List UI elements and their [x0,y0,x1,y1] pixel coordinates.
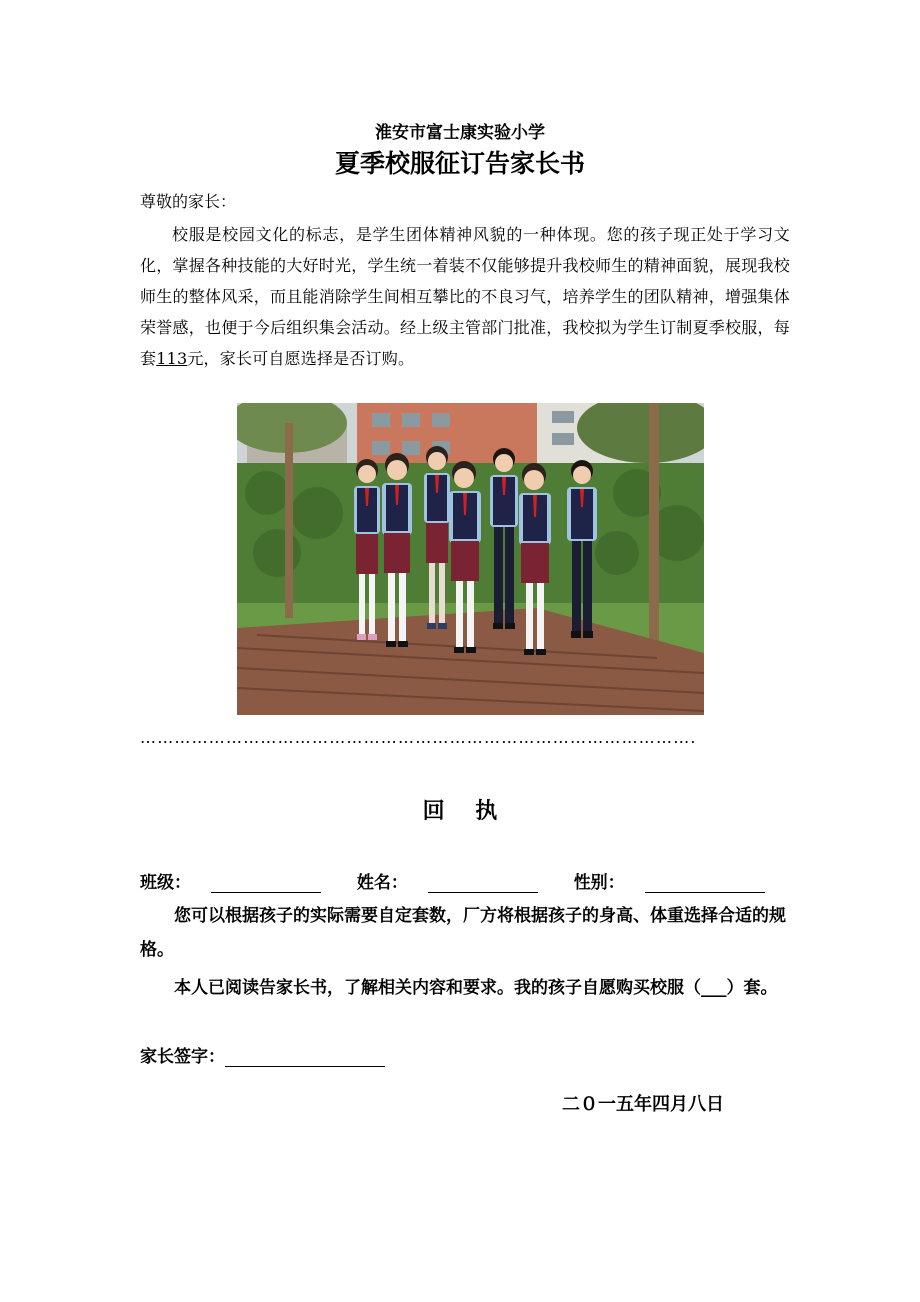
school-name: 淮安市富士康实验小学 [375,123,545,143]
price-value: 113 [156,349,188,368]
letter-body [140,219,790,374]
signature-field[interactable] [225,1048,385,1067]
purchase-confirm: 本人已阅读告家长书，了解相关内容和要求。我的孩子自愿购买校服（___）套。 [174,978,778,998]
receipt-fields [140,868,765,893]
greeting: 尊敬的家长： [140,192,237,211]
gender-label: 性别： [573,873,625,893]
name-field[interactable] [428,874,538,893]
body-text-end: 元，家长可自愿选择是否订购。 [187,349,415,368]
cut-line: ……………………………………………………………………………………. [140,728,697,747]
gender-field[interactable] [645,874,765,893]
students-uniform-photo [237,403,704,715]
receipt-title: 回 执 [422,798,498,824]
letter-title: 夏季校服征订告家长书 [334,149,585,178]
signature-row [140,1042,385,1067]
letter-date: 二０一五年四月八日 [562,1094,724,1115]
size-note: 您可以根据孩子的实际需要自定套数，厂方将根据孩子的身高、体重选择合适的规格。 [140,906,786,960]
receipt-text [140,899,788,1005]
class-label: 班级： [140,873,191,893]
name-label: 姓名： [356,873,408,893]
body-text: 校服是校园文化的标志，是学生团体精神风貌的一种体现。您的孩子现正处于学习文化，掌握各种技能的大好时光，学生统一着装不仅能够提升我校师生的精神面貌，展现我校师生的整体风采，而且能消除学生间相互攀比的不良习气，培养学生的团队精神，增强集体荣誉感，也便于今后组织集会活动。经上级主管部门批准，我校拟为学生订制夏季校服，每套 [140,225,790,368]
class-field[interactable] [211,874,321,893]
signature-label: 家长签字： [140,1047,225,1067]
